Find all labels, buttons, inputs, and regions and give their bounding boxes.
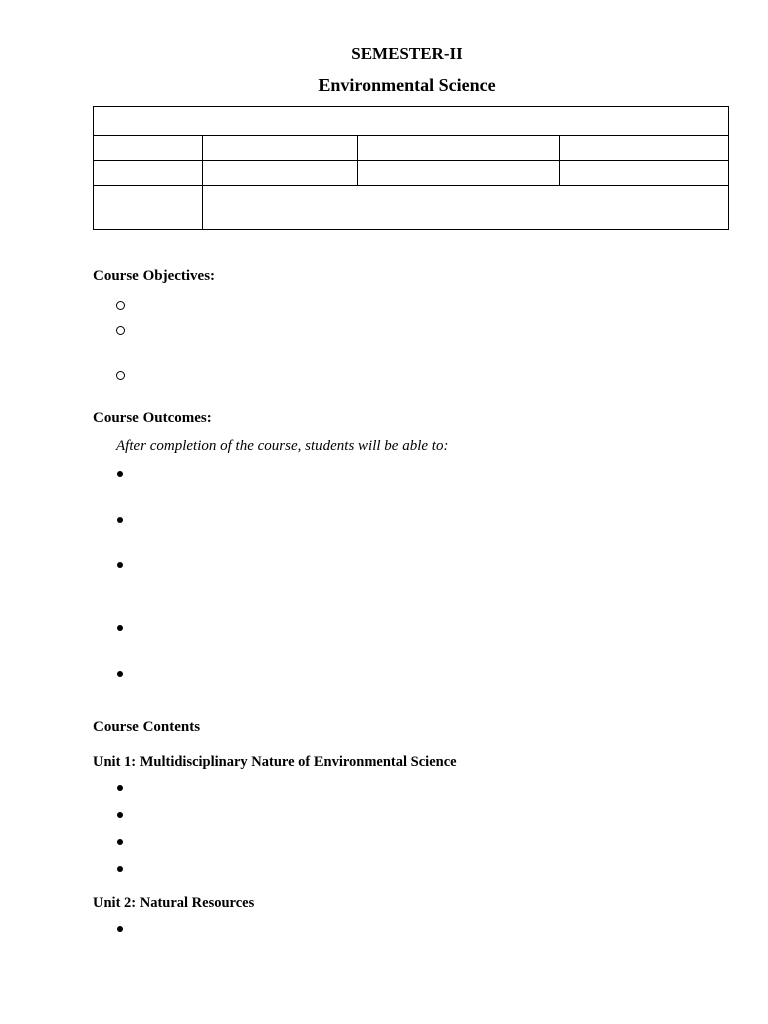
unit-2-title: Unit 2: Natural Resources	[93, 895, 255, 911]
table-row	[94, 186, 729, 230]
outcome-bullet	[117, 471, 123, 477]
course-outcomes-heading: Course Outcomes:	[93, 410, 212, 426]
table-row	[94, 136, 729, 161]
table-row	[94, 107, 729, 136]
table-cell	[203, 161, 358, 186]
table-cell	[358, 161, 560, 186]
unit-1-bullet	[117, 839, 123, 845]
course-contents-heading: Course Contents	[93, 719, 201, 735]
course-info-table	[93, 106, 729, 230]
table-cell	[203, 136, 358, 161]
unit-1-bullet	[117, 812, 123, 818]
semester-label: SEMESTER-II	[351, 44, 463, 63]
outcome-bullet	[117, 671, 123, 677]
table-cell	[94, 136, 203, 161]
table-row	[94, 161, 729, 186]
outcomes-intro-text: After completion of the course, students will be able to:	[116, 438, 449, 454]
table-cell	[94, 161, 203, 186]
outcome-bullet	[117, 625, 123, 631]
course-objectives-heading: Course Objectives:	[93, 268, 216, 284]
table-cell	[560, 161, 729, 186]
objective-bullet	[116, 301, 125, 310]
course-title: Environmental Science	[318, 75, 496, 95]
table-cell	[560, 136, 729, 161]
unit-1-title: Unit 1: Multidisciplinary Nature of Environmental Science	[93, 754, 457, 770]
unit-1-bullet	[117, 785, 123, 791]
objective-bullet	[116, 326, 125, 335]
outcome-bullet	[117, 517, 123, 523]
objective-bullet	[116, 371, 125, 380]
table-cell	[203, 186, 729, 230]
unit-1-bullet	[117, 866, 123, 872]
unit-2-bullet	[117, 926, 123, 932]
table-cell	[94, 107, 729, 136]
table-cell	[358, 136, 560, 161]
outcome-bullet	[117, 562, 123, 568]
table-cell	[94, 186, 203, 230]
